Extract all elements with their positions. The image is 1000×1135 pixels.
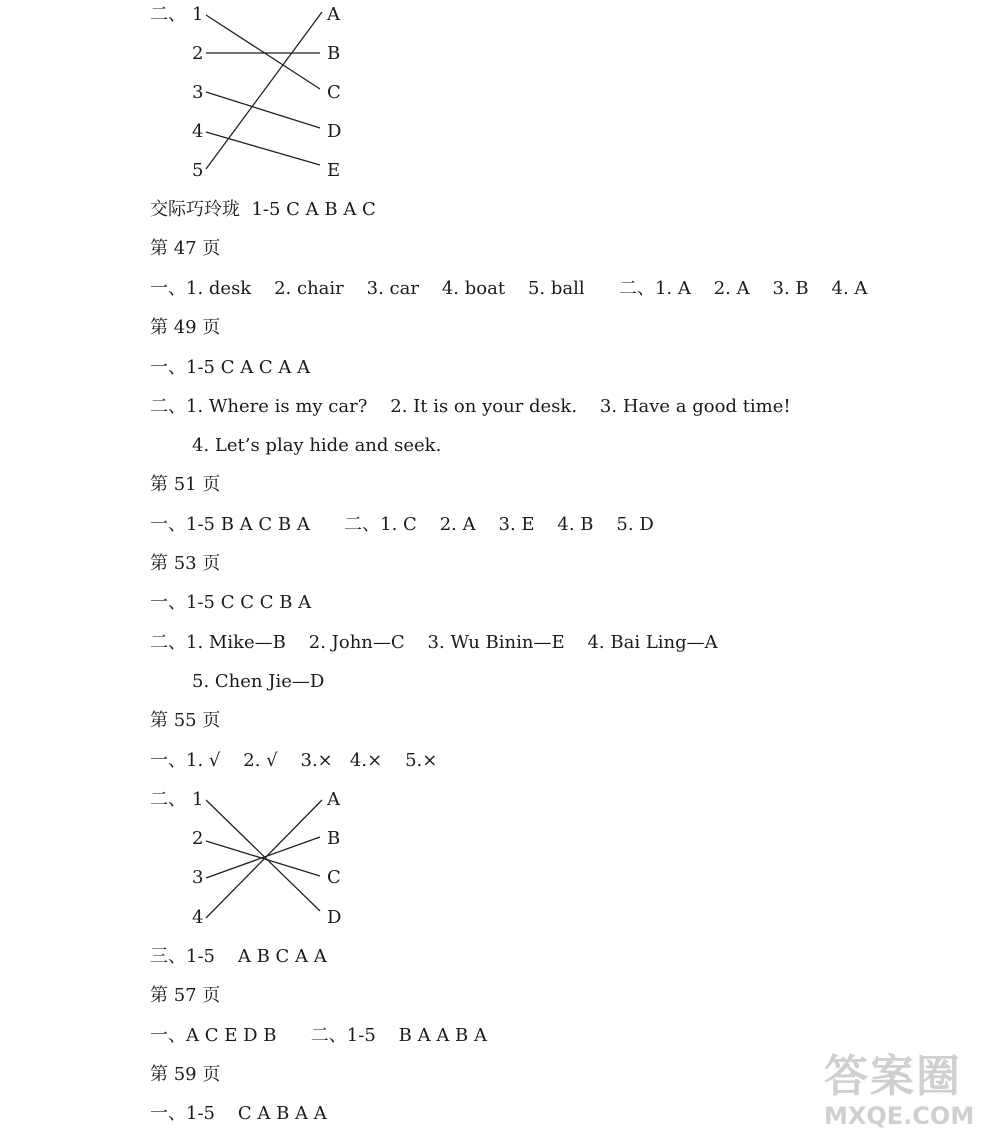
watermark-url: MXQE.COM bbox=[824, 1102, 975, 1130]
match2-line-3-b bbox=[206, 837, 320, 878]
match1-prefix: 二、 bbox=[150, 4, 186, 25]
match1-left-5: 5 bbox=[192, 160, 204, 181]
answer-line: 三、1-5 A B C A A bbox=[150, 946, 327, 967]
watermark-logo bbox=[810, 1040, 1000, 1135]
page-heading-59: 第 59 页 bbox=[150, 1064, 221, 1085]
page-heading-47: 第 47 页 bbox=[150, 238, 221, 259]
match1-left-1: 1 bbox=[192, 4, 204, 25]
match1-right-b: B bbox=[327, 43, 341, 64]
match1-right-d: D bbox=[327, 121, 342, 142]
match2-connector-lines bbox=[0, 780, 1000, 940]
match1-left-4: 4 bbox=[192, 121, 204, 142]
match1-right-e: E bbox=[327, 160, 341, 181]
match1-line-5-a bbox=[206, 12, 322, 169]
match2-right-a: A bbox=[327, 789, 340, 810]
watermark-title: 答案圈 bbox=[824, 1051, 962, 1102]
match2-prefix: 二、 bbox=[150, 789, 186, 810]
page-heading-53: 第 53 页 bbox=[150, 553, 221, 574]
match1-line-4-e bbox=[206, 132, 320, 165]
match2-line-2-c bbox=[206, 841, 320, 876]
answer-line: 一、A C E D B 二、1-5 B A A B A bbox=[150, 1025, 487, 1046]
match2-left-2: 2 bbox=[192, 828, 204, 849]
match2-left-3: 3 bbox=[192, 867, 204, 888]
page-heading-51: 第 51 页 bbox=[150, 474, 221, 495]
answer-line: 一、1-5 C C C B A bbox=[150, 592, 312, 613]
page-heading-57: 第 57 页 bbox=[150, 985, 221, 1006]
match2-left-1: 1 bbox=[192, 789, 204, 810]
answer-line: 4. Let’s play hide and seek. bbox=[192, 435, 442, 456]
answer-line: 一、1. desk 2. chair 3. car 4. boat 5. ball 二、1. A 2. A 3. B 4. A bbox=[150, 278, 868, 299]
page-heading-49: 第 49 页 bbox=[150, 317, 221, 338]
match2-left-4: 4 bbox=[192, 907, 204, 928]
answer-line: 一、1-5 C A B A A bbox=[150, 1103, 327, 1124]
match2-line-1-d bbox=[206, 800, 320, 911]
match2-right-b: B bbox=[327, 828, 341, 849]
page-heading-55: 第 55 页 bbox=[150, 710, 221, 731]
match2-right-d: D bbox=[327, 907, 342, 928]
match1-right-a: A bbox=[327, 4, 340, 25]
match2-right-c: C bbox=[327, 867, 341, 888]
answer-line: 5. Chen Jie—D bbox=[192, 671, 325, 692]
match1-connector-lines bbox=[0, 0, 1000, 200]
answer-line: 一、1. √ 2. √ 3.× 4.× 5.× bbox=[150, 750, 438, 771]
answer-line: 二、1. Mike—B 2. John—C 3. Wu Binin—E 4. Bai Ling—A bbox=[150, 632, 718, 653]
match1-right-c: C bbox=[327, 82, 341, 103]
match1-line-3-d bbox=[206, 92, 320, 128]
match1-left-3: 3 bbox=[192, 82, 204, 103]
match1-left-2: 2 bbox=[192, 43, 204, 64]
dialogue-answers: 交际巧玲珑 1-5 C A B A C bbox=[150, 199, 376, 220]
match1-line-1-c bbox=[206, 15, 320, 89]
answer-line: 二、1. Where is my car? 2. It is on your desk. 3. Have a good time! bbox=[150, 396, 791, 417]
answer-line: 一、1-5 C A C A A bbox=[150, 357, 311, 378]
answer-line: 一、1-5 B A C B A 二、1. C 2. A 3. E 4. B 5. D bbox=[150, 514, 654, 535]
